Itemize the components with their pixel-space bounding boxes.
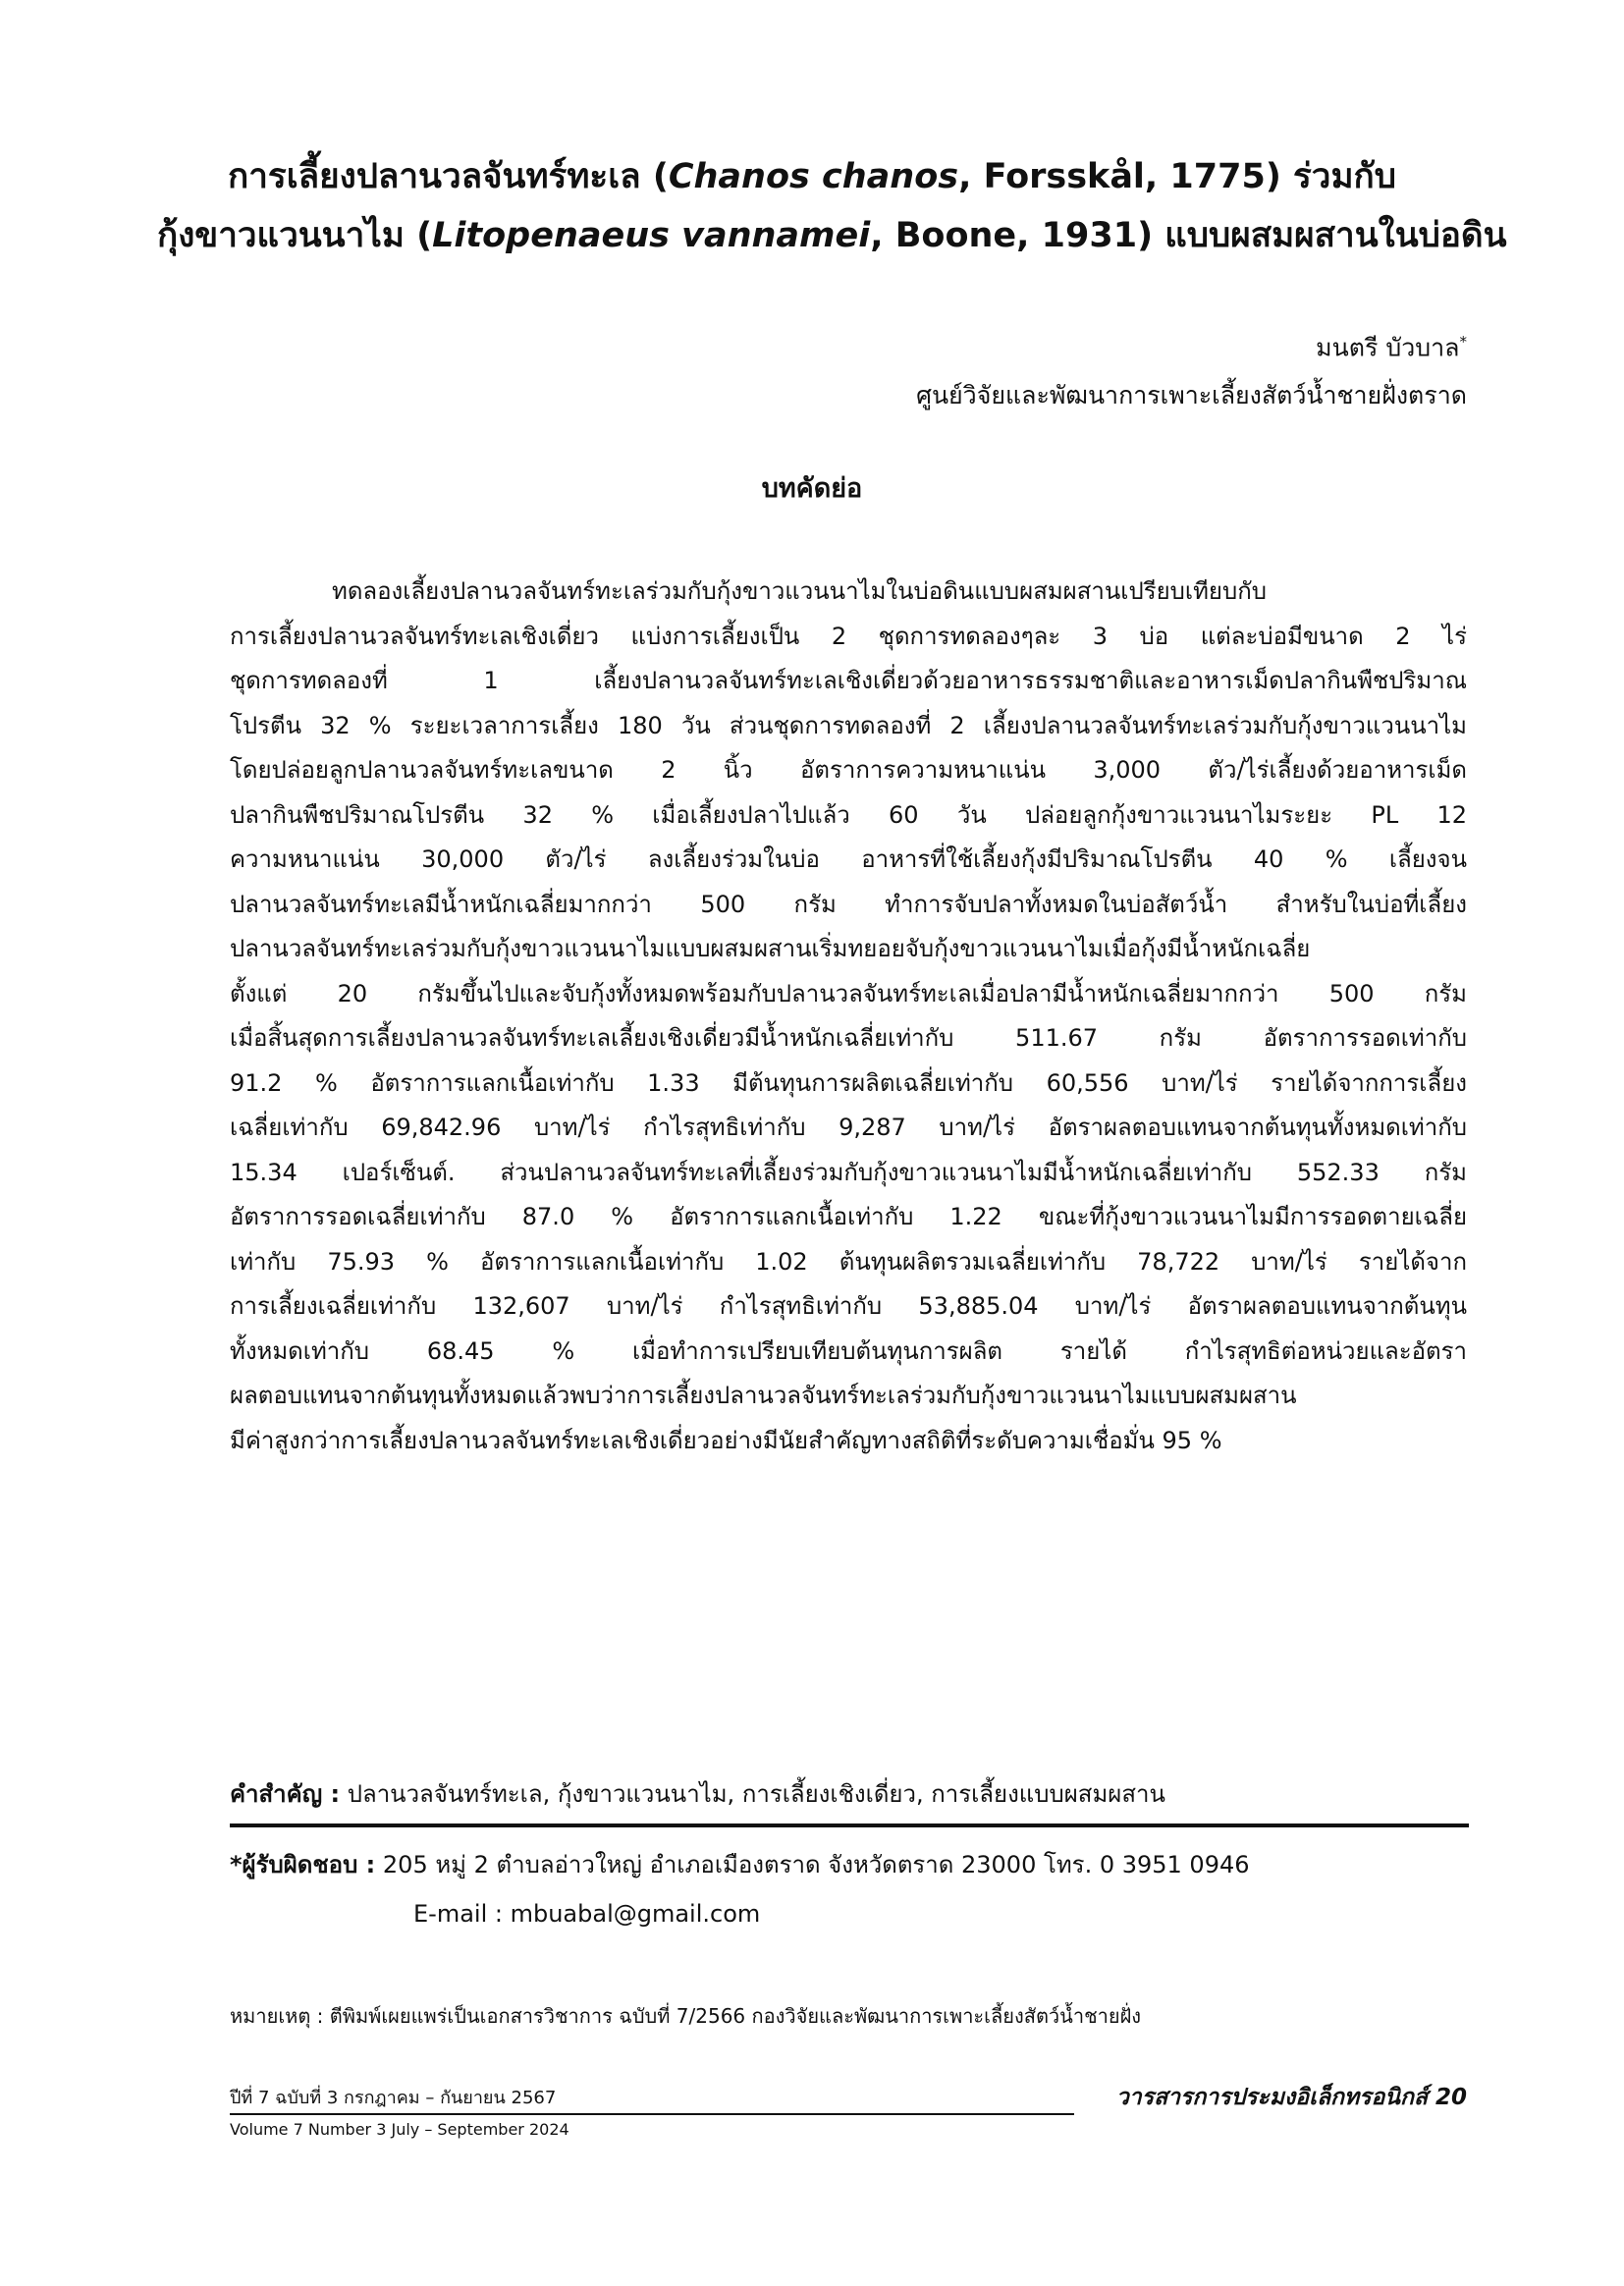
corresponding-mark: * <box>1459 333 1467 351</box>
abstract-heading: บทคัดย่อ <box>761 473 863 504</box>
scientific-name: Litopenaeus vannamei <box>432 216 871 255</box>
abstract-line: ทั้งหมดเท่ากับ 68.45 % เมื่อทำการเปรียบเทียบต้นทุนการผลิต รายได้ กำไรสุทธิต่อหน่วยและอัตรา <box>230 1336 1467 1365</box>
correspondence-address: 205 หมู่ 2 ตำบลอ่าวใหญ่ อำเภอเมืองตราด จังหวัดตราด 23000 โทร. 0 3951 0946 <box>375 1851 1250 1878</box>
scientific-name: Chanos chanos <box>668 157 959 196</box>
title-line-1 <box>157 147 1467 206</box>
title-text: , Boone, 1931) แบบผสมผสานในบ่อดิน <box>870 216 1507 255</box>
abstract-line: ปลานวลจันทร์ทะเลมีน้ำหนักเฉลี่ยมากกว่า 500 กรัม ทำการจับปลาทั้งหมดในบ่อสัตว์น้ำ สำหรับในบ่อที่เลี้ยง <box>230 890 1467 918</box>
abstract-line: ชุดการทดลองที่ 1 เลี้ยงปลานวลจันทร์ทะเลเชิงเดี่ยวด้วยอาหารธรรมชาติและอาหารเม็ดปลากินพืชปริมาณ <box>230 667 1467 694</box>
footer-issue: ปีที่ 7 ฉบับที่ 3 กรกฎาคม – กันยายน 2567 <box>230 2088 557 2108</box>
author-name-text: มนตรี บัวบาล <box>1316 333 1460 362</box>
keywords-text: ปลานวลจันทร์ทะเล, กุ้งขาวแวนนาไม, การเลี้ยงเชิงเดี่ยว, การเลี้ยงแบบผสมผสาน <box>340 1780 1165 1808</box>
correspondence <box>230 1845 1250 1884</box>
footer-divider <box>230 2113 1074 2115</box>
abstract-line: 15.34 เปอร์เซ็นต์. ส่วนปลานวลจันทร์ทะเลที่เลี้ยงร่วมกับกุ้งขาวแวนนาไมมีน้ำหนักเฉลี่ยเท่ากับ 552.33 กรัม <box>230 1158 1467 1186</box>
abstract-line: โปรตีน 32 % ระยะเวลาการเลี้ยง 180 วัน ส่วนชุดการทดลองที่ 2 เลี้ยงปลานวลจันทร์ทะเลร่วมกับกุ้งขาวแวนนาไม <box>230 711 1467 739</box>
author-name <box>1316 322 1467 367</box>
abstract-line: อัตราการรอดเฉลี่ยเท่ากับ 87.0 % อัตราการแลกเนื้อเท่ากับ 1.22 ขณะที่กุ้งขาวแวนนาไมมีการรอดตายเฉลี่ย <box>230 1203 1467 1230</box>
title-text: , Forsskål, 1775) ร่วมกับ <box>958 157 1396 196</box>
publication-note: หมายเหตุ : ตีพิมพ์เผยแพร่เป็นเอกสารวิชาการ ฉบับที่ 7/2566 กองวิจัยและพัฒนาการเพาะเลี้ยงสัตว์น้ำชายฝั่ง <box>230 2004 1142 2028</box>
abstract-line: โดยปล่อยลูกปลานวลจันทร์ทะเลขนาด 2 นิ้ว อัตราการความหนาแน่น 3,000 ตัว/ไร่เลี้ยงด้วยอาหารเม็ด <box>230 756 1467 784</box>
divider <box>230 1823 1469 1827</box>
abstract-line: เฉลี่ยเท่ากับ 69,842.96 บาท/ไร่ กำไรสุทธิเท่ากับ 9,287 บาท/ไร่ อัตราผลตอบแทนจากต้นทุนทั้งหมดเท่ากับ <box>230 1114 1467 1141</box>
abstract-line: มีค่าสูงกว่าการเลี้ยงปลานวลจันทร์ทะเลเชิงเดี่ยวอย่างมีนัยสำคัญทางสถิติที่ระดับความเชื่อมั่น 95 % <box>230 1426 1222 1454</box>
correspondence-email: E-mail : mbuabal@gmail.com <box>413 1900 761 1928</box>
keywords <box>230 1774 1165 1814</box>
abstract-line: ตั้งแต่ 20 กรัมขึ้นไปและจับกุ้งทั้งหมดพร้อมกับปลานวลจันทร์ทะเลเมื่อปลามีน้ำหนักเฉลี่ยมากกว่า 500 กรัม <box>230 979 1467 1007</box>
title-line-2 <box>157 206 1507 265</box>
abstract-line: ผลตอบแทนจากต้นทุนทั้งหมดแล้วพบว่าการเลี้ยงปลานวลจันทร์ทะเลร่วมกับกุ้งขาวแวนนาไมแบบผสมผสาน <box>230 1382 1297 1409</box>
footer-volume: Volume 7 Number 3 July – September 2024 <box>230 2120 569 2139</box>
title-text: กุ้งขาวแวนนาไม ( <box>157 216 433 255</box>
abstract-body <box>230 570 1467 1463</box>
abstract-line: ความหนาแน่น 30,000 ตัว/ไร่ ลงเลี้ยงร่วมในบ่อ อาหารที่ใช้เลี้ยงกุ้งมีปริมาณโปรตีน 40 % เลี้ยงจน <box>230 845 1467 873</box>
abstract-line: การเลี้ยงเฉลี่ยเท่ากับ 132,607 บาท/ไร่ กำไรสุทธิเท่ากับ 53,885.04 บาท/ไร่ อัตราผลตอบแทนจากต้นทุน <box>230 1292 1467 1320</box>
abstract-line: การเลี้ยงปลานวลจันทร์ทะเลเชิงเดี่ยว แบ่งการเลี้ยงเป็น 2 ชุดการทดลองๆละ 3 บ่อ แต่ละบ่อมีขนาด 2 ไร่ <box>230 622 1467 650</box>
abstract-line: ปลานวลจันทร์ทะเลร่วมกับกุ้งขาวแวนนาไมแบบผสมผสานเริ่มทยอยจับกุ้งขาวแวนนาไมเมื่อกุ้งมีน้ำหนักเฉลี่ย <box>230 935 1311 962</box>
footer-journal-page: วารสารการประมงอิเล็กทรอนิกส์ 20 <box>1115 2085 1467 2110</box>
abstract-line: 91.2 % อัตราการแลกเนื้อเท่ากับ 1.33 มีต้นทุนการผลิตเฉลี่ยเท่ากับ 60,556 บาท/ไร่ รายได้จากการเลี้ยง <box>230 1068 1467 1097</box>
author-affiliation: ศูนย์วิจัยและพัฒนาการเพาะเลี้ยงสัตว์น้ำชายฝั่งตราด <box>916 381 1467 409</box>
paper-title <box>157 147 1507 265</box>
correspondence-label: *ผู้รับผิดชอบ : <box>230 1851 376 1878</box>
keywords-label: คำสำคัญ : <box>230 1780 341 1808</box>
abstract-line: เท่ากับ 75.93 % อัตราการแลกเนื้อเท่ากับ 1.02 ต้นทุนผลิตรวมเฉลี่ยเท่ากับ 78,722 บาท/ไร่ รายได้จาก <box>230 1247 1467 1276</box>
abstract-line: ทดลองเลี้ยงปลานวลจันทร์ทะเลร่วมกับกุ้งขาวแวนนาไมในบ่อดินแบบผสมผสานเปรียบเทียบกับ <box>332 577 1267 605</box>
abstract-line: เมื่อสิ้นสุดการเลี้ยงปลานวลจันทร์ทะเลเลี้ยงเชิงเดี่ยวมีน้ำหนักเฉลี่ยเท่ากับ 511.67 กรัม อัตราการรอดเท่ากับ <box>230 1024 1467 1052</box>
abstract-line: ปลากินพืชปริมาณโปรตีน 32 % เมื่อเลี้ยงปลาไปแล้ว 60 วัน ปล่อยลูกกุ้งขาวแวนนาไมระยะ PL 12 <box>230 800 1467 829</box>
title-text: การเลี้ยงปลานวลจันทร์ทะเล ( <box>228 157 669 196</box>
